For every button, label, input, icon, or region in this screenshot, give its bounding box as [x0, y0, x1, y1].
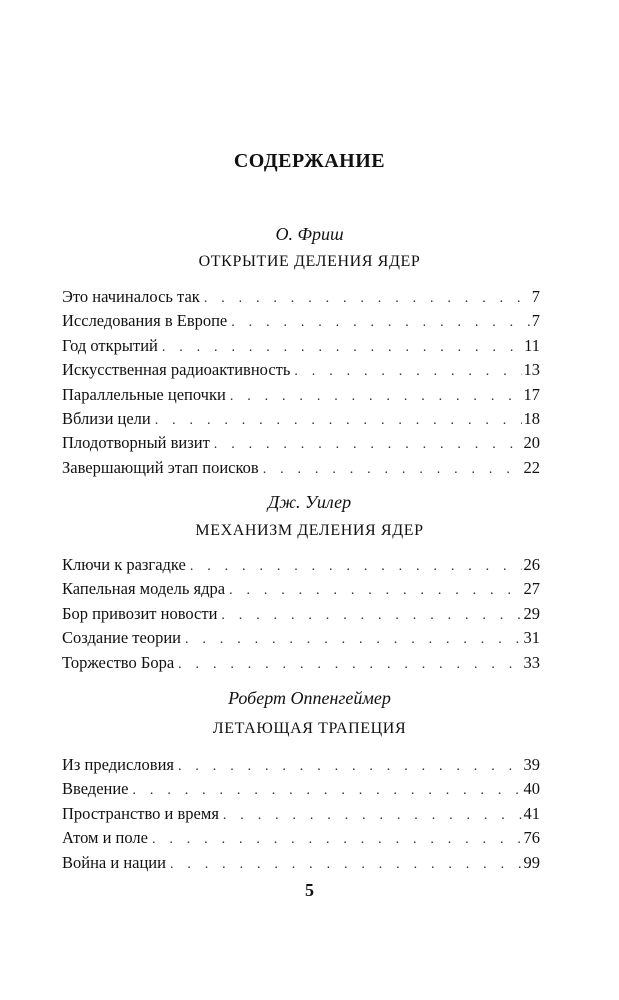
- toc-entry[interactable]: [62, 651, 540, 675]
- toc-entry[interactable]: [62, 383, 540, 407]
- toc-entry-page: 40: [523, 779, 540, 799]
- toc-entry-title: Это начиналось так: [62, 287, 200, 306]
- toc-entry-title: Вблизи цели: [62, 408, 151, 428]
- toc-entry[interactable]: [62, 626, 540, 650]
- section-heading: ЛЕТАЮЩАЯ ТРАПЕЦИЯ: [212, 720, 407, 737]
- toc-entry-title: Пространство и время: [62, 803, 219, 823]
- toc-entry-page: 7: [531, 311, 540, 331]
- toc-entry-title: Капельная модель ядра: [62, 579, 226, 599]
- toc-entry-title: Завершающий этап поисков: [62, 457, 259, 477]
- toc-entry-page: 76: [523, 828, 540, 848]
- toc-entry[interactable]: [62, 851, 540, 875]
- toc-entry[interactable]: [62, 407, 540, 431]
- toc-entry-page: 29: [523, 603, 540, 623]
- toc-entry-page: 13: [523, 360, 540, 380]
- toc-entry[interactable]: [62, 602, 540, 626]
- toc-entry[interactable]: [62, 358, 540, 382]
- section-author: О. Фриш: [275, 224, 344, 244]
- toc-entry[interactable]: [62, 431, 540, 455]
- toc-entry-title: Создание теории: [62, 628, 181, 648]
- toc-list: [62, 753, 540, 875]
- toc-entry[interactable]: [62, 285, 540, 309]
- section-author: Дж. Уилер: [267, 492, 352, 512]
- dot-leader: [190, 555, 522, 579]
- toc-entry-page: 7: [531, 287, 540, 306]
- page-number: 5: [305, 880, 314, 900]
- toc-entry[interactable]: [62, 456, 540, 480]
- dot-leader: [229, 579, 521, 603]
- toc-entry[interactable]: [62, 577, 540, 601]
- toc-entry-title: Параллельные цепочки: [62, 384, 226, 404]
- section-heading: ОТКРЫТИЕ ДЕЛЕНИЯ ЯДЕР: [198, 253, 421, 270]
- toc-entry-page: 17: [523, 384, 540, 404]
- dot-leader: [263, 458, 522, 482]
- toc-entry-title: Плодотворный визит: [62, 433, 210, 453]
- toc-entry-page: 26: [523, 555, 540, 574]
- toc-entry-title: Введение: [62, 779, 129, 799]
- toc-entry-page: 20: [523, 433, 540, 453]
- toc-entry[interactable]: [62, 826, 540, 850]
- toc-entry-title: Из предисловия: [62, 755, 174, 774]
- toc-entry-page: 18: [523, 408, 540, 428]
- toc-entry-title: Война и нации: [62, 852, 166, 872]
- toc-entry-title: Бор привозит новости: [62, 603, 218, 623]
- page-title: СОДЕРЖАНИЕ: [233, 150, 386, 172]
- toc-entry-page: 11: [524, 335, 540, 355]
- dot-leader: [162, 336, 522, 360]
- toc-entry-title: Искусственная радиоактивность: [62, 360, 291, 380]
- toc-entry[interactable]: [62, 334, 540, 358]
- toc-entry-title: Исследования в Европе: [62, 311, 228, 331]
- toc-entry-page: 41: [523, 803, 540, 823]
- dot-leader: [214, 433, 522, 457]
- toc-entry[interactable]: [62, 309, 540, 333]
- dot-leader: [152, 828, 522, 852]
- toc-entry-page: 99: [523, 852, 540, 872]
- toc-entry-title: Год открытий: [62, 335, 158, 355]
- dot-leader: [155, 409, 522, 433]
- dot-leader: [230, 385, 522, 409]
- dot-leader: [221, 604, 521, 628]
- toc-entry-page: 27: [523, 579, 540, 599]
- dot-leader: [185, 628, 522, 652]
- section-heading: МЕХАНИЗМ ДЕЛЕНИЯ ЯДЕР: [195, 522, 424, 539]
- dot-leader: [178, 653, 521, 677]
- toc-entry-title: Атом и поле: [62, 828, 148, 848]
- toc-list: [62, 285, 540, 480]
- dot-leader: [231, 311, 529, 335]
- dot-leader: [223, 804, 522, 828]
- dot-leader: [133, 779, 522, 803]
- toc-entry-title: Ключи к разгадке: [62, 555, 186, 574]
- toc-entry-page: 22: [523, 457, 540, 477]
- toc-entry[interactable]: [62, 802, 540, 826]
- toc-entry-page: 31: [523, 628, 540, 648]
- toc-entry-page: 39: [523, 755, 540, 774]
- toc-entry[interactable]: [62, 777, 540, 801]
- dot-leader: [294, 360, 521, 384]
- toc-entry-title: Торжество Бора: [62, 652, 175, 672]
- dot-leader: [170, 853, 522, 877]
- toc-entry[interactable]: [62, 753, 540, 777]
- toc-list: [62, 553, 540, 675]
- section-author: Роберт Оппенгеймер: [228, 688, 391, 708]
- dot-leader: [204, 287, 530, 311]
- toc-entry[interactable]: [62, 553, 540, 577]
- dot-leader: [178, 755, 522, 779]
- toc-entry-page: 33: [523, 652, 540, 672]
